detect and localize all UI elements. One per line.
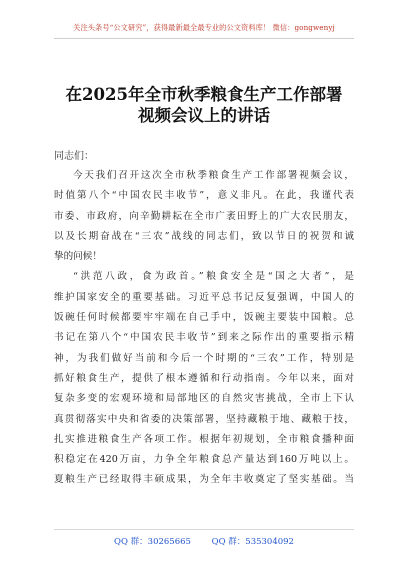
- footer-contact: [0, 535, 408, 547]
- body-line: 市委、市政府，向辛勤耕耘在全市广袤田野上的广大农民朋友，: [54, 210, 354, 222]
- document-title: [30, 84, 378, 126]
- body-line: 书记在第八个“中国农民丰收节”到来之际作出的重要指示精: [54, 332, 354, 344]
- body-line: 今天我们召开这次全市秋季粮食生产工作部署视频会议，: [73, 170, 354, 181]
- body-line: 挚的问候！: [54, 251, 102, 263]
- body-line: 维护国家安全的重要基础。习近平总书记反复强调，中国人的: [54, 291, 354, 303]
- body-line: 积稳定在420万亩，力争全年粮食总产量达到160万吨以上。: [54, 454, 354, 466]
- body-line: 神，为我们做好当前和今后一个时期的“三农”工作，特别是: [54, 352, 354, 364]
- body-line: 扎实推进粮食生产各项工作。根据年初规划，全市粮食播种面: [54, 433, 354, 445]
- body-text: [54, 166, 354, 491]
- title-line-2: 视频会议上的讲话: [138, 106, 270, 125]
- header-divider: [54, 38, 354, 39]
- body-line: 复杂多变的宏观环境和局部地区的自然灾害挑战，全市上下认: [54, 393, 354, 405]
- body-line: 以及长期奋战在“三农”战线的同志们，致以节日的祝贺和诚: [54, 230, 354, 242]
- body-line: “洪范八政，食为政首。”粮食安全是“国之大者”，是: [73, 271, 354, 283]
- qq-group-1[interactable]: QQ 群：30265665: [114, 537, 191, 547]
- body-line: 饭碗任何时候都要牢牢端在自己手中，饭碗主要装中国粮。总: [54, 312, 354, 324]
- body-line: 真贯彻落实中央和省委的决策部署，坚持藏粮于地、藏粮于技，: [54, 413, 354, 425]
- body-line: 抓好粮食生产，提供了根本遵循和行动指南。今年以来，面对: [54, 372, 354, 384]
- body-line: 时值第八个“中国农民丰收节”，意义非凡。在此，我谨代表: [54, 190, 354, 202]
- title-line-1: 在2025年全市秋季粮食生产工作部署: [65, 85, 343, 104]
- qq-group-2[interactable]: QQ 群：535304092: [211, 537, 294, 547]
- salutation: 同志们：: [54, 151, 94, 162]
- footer-divider: [54, 529, 354, 530]
- header-promo-note: 关注头条号“公文研究”，获得最新最全最专业的公文资料库！ 微信：gongwenyj: [73, 23, 335, 32]
- body-line: 夏粮生产已经取得丰硕成果，为全年丰收奠定了坚实基础。当: [54, 474, 354, 486]
